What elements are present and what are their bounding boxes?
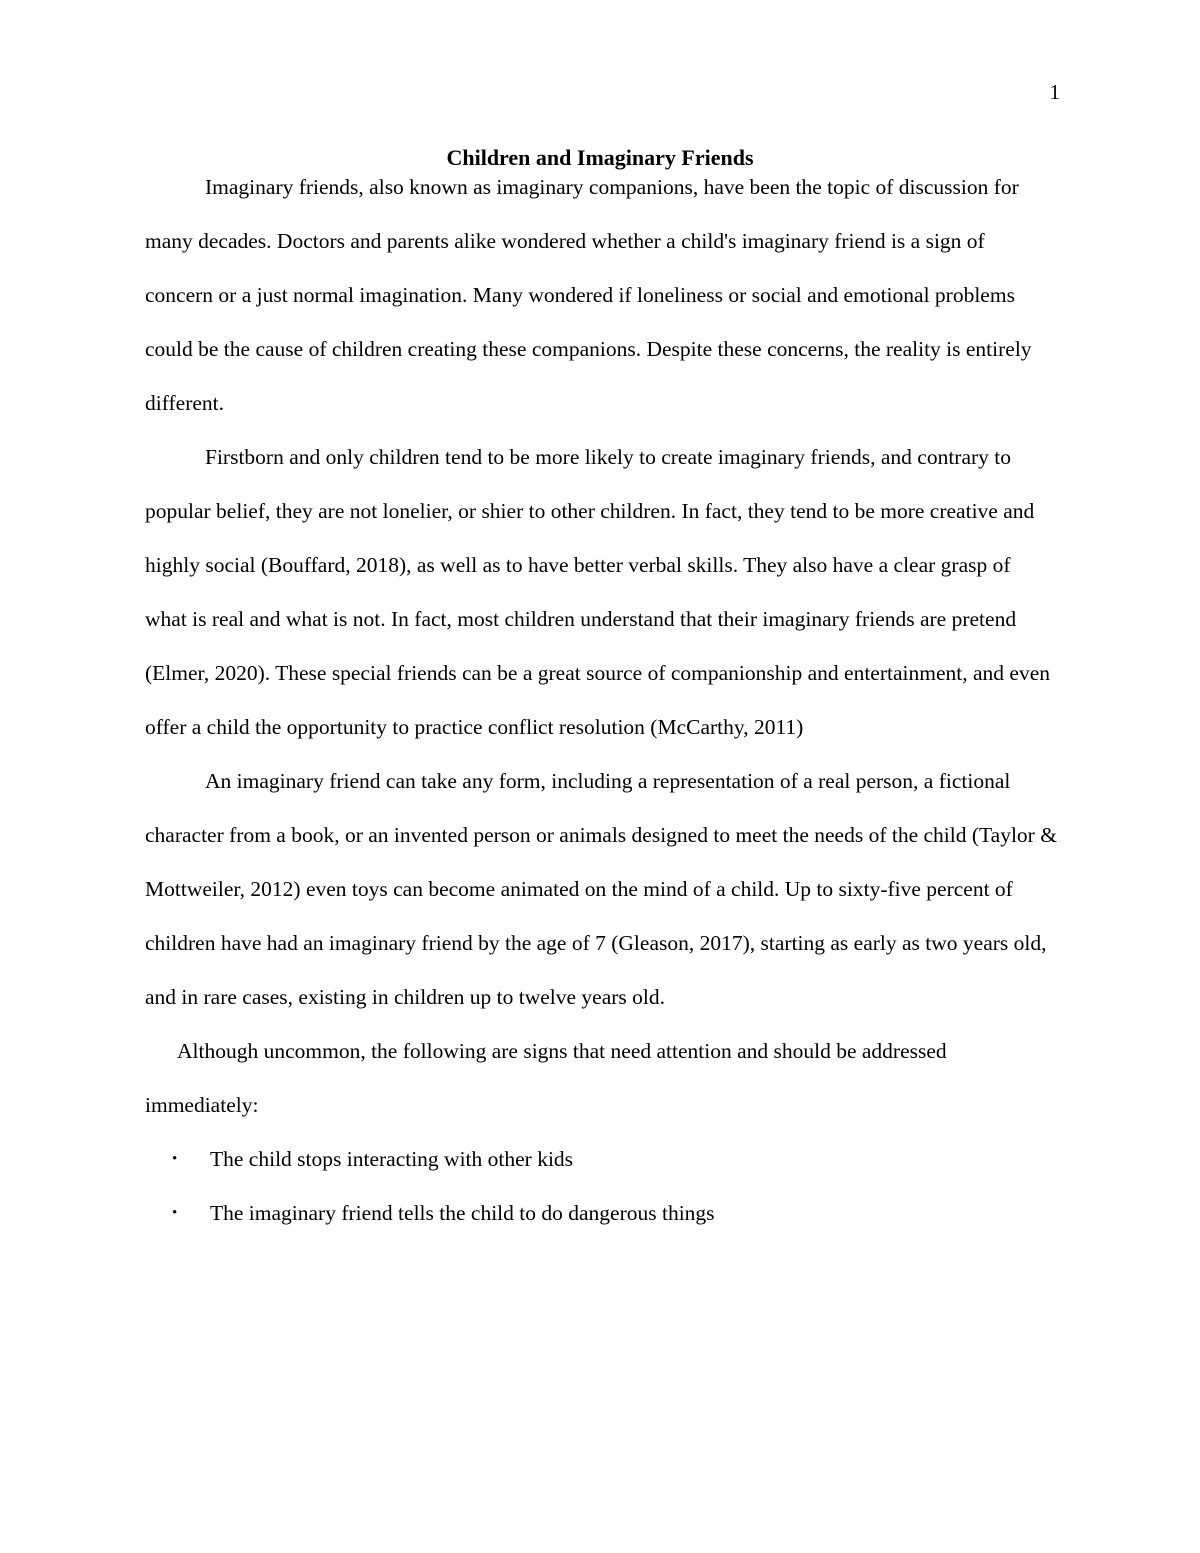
list-item — [145, 1186, 1057, 1240]
paragraph-4: Although uncommon, the following are signs that need attention and should be addressed immediately: — [145, 1039, 947, 1117]
document-title: Children and Imaginary Friends — [446, 145, 754, 170]
list-item — [145, 1132, 1057, 1186]
document-body — [145, 160, 1057, 1240]
list-item-text: The imaginary friend tells the child to do dangerous things — [210, 1201, 715, 1225]
list-item-text: The child stops interacting with other kids — [210, 1147, 574, 1171]
bullet-icon: • — [172, 1151, 178, 1167]
warning-signs-list — [145, 1132, 1057, 1240]
paragraph-1: Imaginary friends, also known as imaginary companions, have been the topic of discussion for many decades. Doctors and parents alike wondered whether a child's imaginary friend is a sign of concern or a just normal imagination. Many wondered if loneliness or social and emotional problems could be the cause of children creating these companions. Despite these concerns, the reality is entirely different. — [145, 175, 1032, 415]
paragraph-3: An imaginary friend can take any form, including a representation of a real person, a fictional character from a book, or an invented person or animals designed to meet the needs of the child (Taylor & Mottweiler, 2012) even toys can become animated on the mind of a child. Up to sixty-five percent of children have had an imaginary friend by the age of 7 (Gleason, 2017), starting as early as two years old, and in rare cases, existing in children up to twelve years old. — [145, 769, 1057, 1009]
page-number: 1 — [1049, 80, 1060, 104]
bullet-icon: • — [172, 1205, 178, 1221]
paragraph-2: Firstborn and only children tend to be more likely to create imaginary friends, and contrary to popular belief, they are not lonelier, or shier to other children. In fact, they tend to be more creative and highly social (Bouffard, 2018), as well as to have better verbal skills. They also have a clear grasp of what is real and what is not. In fact, most children understand that their imaginary friends are pretend (Elmer, 2020). These special friends can be a great source of companionship and entertainment, and even offer a child the opportunity to practice conflict resolution (McCarthy, 2011) — [145, 445, 1050, 739]
